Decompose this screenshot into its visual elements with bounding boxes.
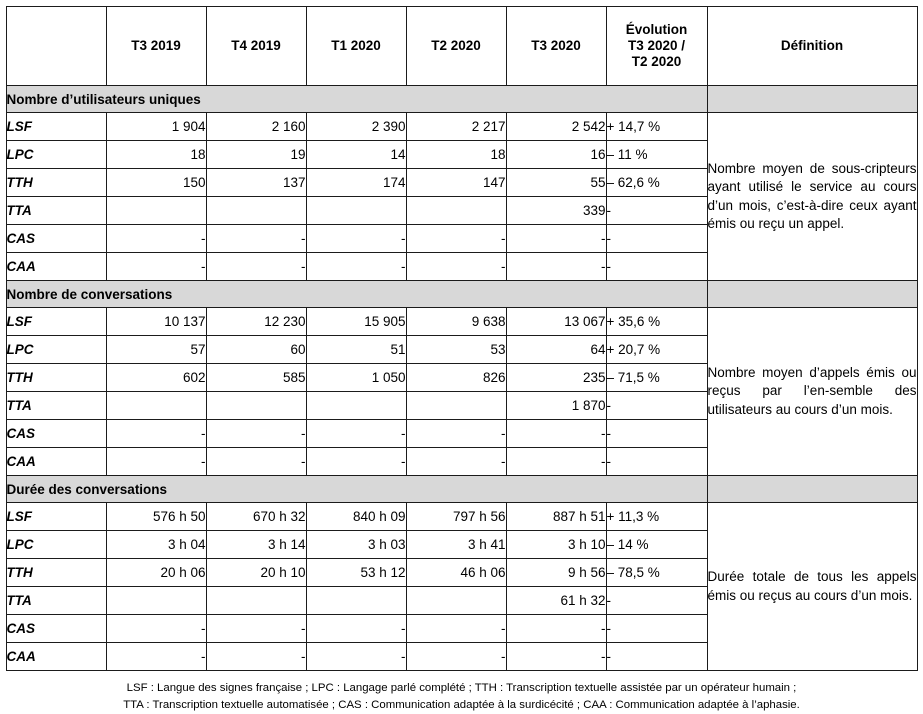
- cell-value: 53 h 12: [306, 559, 406, 587]
- cell-value: 9 638: [406, 308, 506, 336]
- table-row: [6, 113, 917, 141]
- cell-value: 3 h 03: [306, 531, 406, 559]
- cell-value: 46 h 06: [406, 559, 506, 587]
- cell-value: 1 904: [106, 113, 206, 141]
- cell-value: -: [306, 420, 406, 448]
- header-t4-2019: T4 2019: [206, 7, 306, 86]
- section-definition-spacer: [707, 476, 917, 503]
- cell-value: -: [306, 643, 406, 671]
- row-label: LPC: [6, 531, 106, 559]
- header-evolution: [606, 7, 707, 86]
- section-definition: Nombre moyen de sous-cripteurs ayant utilisé le service au cours d’un mois, c’est-à-dire ceux ayant émis ou reçu un appel.: [707, 113, 917, 281]
- row-label: LPC: [6, 141, 106, 169]
- cell-value: -: [106, 225, 206, 253]
- header-evolution-line-1: Évolution: [625, 22, 688, 38]
- cell-evolution: -: [606, 392, 707, 420]
- cell-value: [106, 392, 206, 420]
- cell-value: 602: [106, 364, 206, 392]
- cell-value: -: [506, 643, 606, 671]
- cell-value: 1 050: [306, 364, 406, 392]
- footnotes: [22, 680, 902, 714]
- cell-value: -: [106, 643, 206, 671]
- header-evolution-line-3: T2 2020: [631, 53, 682, 69]
- row-label: TTH: [6, 364, 106, 392]
- cell-value: 13 067: [506, 308, 606, 336]
- cell-value: 585: [206, 364, 306, 392]
- cell-value: -: [306, 225, 406, 253]
- cell-evolution: – 71,5 %: [606, 364, 707, 392]
- header-row: [6, 7, 917, 86]
- header-t3-2020: T3 2020: [506, 7, 606, 86]
- cell-value: [406, 587, 506, 615]
- section-definition-spacer: [707, 86, 917, 113]
- cell-evolution: -: [606, 643, 707, 671]
- cell-value: 840 h 09: [306, 503, 406, 531]
- cell-value: -: [206, 225, 306, 253]
- section-header-row: [6, 281, 917, 308]
- cell-value: -: [306, 615, 406, 643]
- cell-value: -: [406, 448, 506, 476]
- footnote-line-1: LSF : Langue des signes française ; LPC : Langage parlé complété ; TTH : Transcription textuelle assistée par un opérateur humain ;: [126, 682, 797, 694]
- row-label: CAS: [6, 615, 106, 643]
- cell-value: -: [506, 615, 606, 643]
- cell-value: -: [206, 253, 306, 281]
- cell-value: -: [106, 615, 206, 643]
- cell-value: 53: [406, 336, 506, 364]
- cell-value: 2 390: [306, 113, 406, 141]
- cell-value: [206, 587, 306, 615]
- cell-value: -: [406, 643, 506, 671]
- cell-value: -: [106, 448, 206, 476]
- cell-evolution: -: [606, 448, 707, 476]
- cell-value: 887 h 51: [506, 503, 606, 531]
- row-label: CAS: [6, 225, 106, 253]
- section-title: Durée des conversations: [6, 476, 707, 503]
- cell-value: 826: [406, 364, 506, 392]
- cell-evolution: – 78,5 %: [606, 559, 707, 587]
- header-t1-2020: T1 2020: [306, 7, 406, 86]
- cell-value: -: [506, 253, 606, 281]
- cell-value: 174: [306, 169, 406, 197]
- cell-value: 12 230: [206, 308, 306, 336]
- section-header-row: [6, 476, 917, 503]
- table-header: [6, 7, 917, 86]
- cell-evolution: -: [606, 420, 707, 448]
- header-t3-2019: T3 2019: [106, 7, 206, 86]
- row-label: TTA: [6, 392, 106, 420]
- row-label: TTH: [6, 169, 106, 197]
- statistics-table: [6, 6, 918, 671]
- cell-value: -: [206, 615, 306, 643]
- cell-value: -: [206, 420, 306, 448]
- cell-evolution: – 14 %: [606, 531, 707, 559]
- cell-value: 51: [306, 336, 406, 364]
- row-label: CAS: [6, 420, 106, 448]
- cell-value: -: [506, 448, 606, 476]
- row-label: TTA: [6, 587, 106, 615]
- header-corner: [6, 7, 106, 86]
- cell-value: 20 h 10: [206, 559, 306, 587]
- cell-evolution: + 14,7 %: [606, 113, 707, 141]
- cell-value: [306, 587, 406, 615]
- cell-evolution: -: [606, 225, 707, 253]
- row-label: LSF: [6, 503, 106, 531]
- cell-value: [406, 197, 506, 225]
- cell-value: 1 870: [506, 392, 606, 420]
- cell-value: -: [306, 448, 406, 476]
- cell-evolution: + 20,7 %: [606, 336, 707, 364]
- cell-evolution: – 62,6 %: [606, 169, 707, 197]
- cell-value: [206, 392, 306, 420]
- cell-value: 57: [106, 336, 206, 364]
- row-label: TTH: [6, 559, 106, 587]
- cell-value: 2 542: [506, 113, 606, 141]
- cell-evolution: -: [606, 615, 707, 643]
- cell-value: 3 h 10: [506, 531, 606, 559]
- cell-value: 15 905: [306, 308, 406, 336]
- cell-value: 137: [206, 169, 306, 197]
- cell-value: -: [306, 253, 406, 281]
- row-label: CAA: [6, 643, 106, 671]
- section-title: Nombre de conversations: [6, 281, 707, 308]
- header-evolution-line-2: T3 2020 /: [627, 38, 686, 54]
- cell-evolution: -: [606, 253, 707, 281]
- cell-value: [306, 197, 406, 225]
- cell-value: 235: [506, 364, 606, 392]
- cell-value: 670 h 32: [206, 503, 306, 531]
- cell-value: 339: [506, 197, 606, 225]
- cell-value: 16: [506, 141, 606, 169]
- cell-value: [206, 197, 306, 225]
- cell-value: 2 217: [406, 113, 506, 141]
- cell-value: 19: [206, 141, 306, 169]
- cell-value: -: [106, 420, 206, 448]
- header-t2-2020: T2 2020: [406, 7, 506, 86]
- cell-value: 14: [306, 141, 406, 169]
- section-title: Nombre d’utilisateurs uniques: [6, 86, 707, 113]
- cell-value: -: [506, 225, 606, 253]
- section-definition-spacer: [707, 281, 917, 308]
- cell-value: 61 h 32: [506, 587, 606, 615]
- cell-value: 18: [106, 141, 206, 169]
- cell-value: -: [406, 420, 506, 448]
- cell-evolution: -: [606, 587, 707, 615]
- cell-value: -: [406, 225, 506, 253]
- table-body: [6, 86, 917, 671]
- cell-value: [306, 392, 406, 420]
- cell-value: 55: [506, 169, 606, 197]
- cell-value: 20 h 06: [106, 559, 206, 587]
- row-label: TTA: [6, 197, 106, 225]
- cell-value: 3 h 41: [406, 531, 506, 559]
- cell-value: 3 h 14: [206, 531, 306, 559]
- cell-value: -: [406, 615, 506, 643]
- cell-evolution: -: [606, 197, 707, 225]
- cell-value: -: [206, 448, 306, 476]
- cell-value: [106, 197, 206, 225]
- section-definition: Durée totale de tous les appels émis ou reçus au cours d’un mois.: [707, 503, 917, 671]
- cell-value: 60: [206, 336, 306, 364]
- row-label: LSF: [6, 113, 106, 141]
- row-label: LSF: [6, 308, 106, 336]
- row-label: CAA: [6, 253, 106, 281]
- cell-evolution: + 11,3 %: [606, 503, 707, 531]
- cell-evolution: – 11 %: [606, 141, 707, 169]
- cell-value: -: [106, 253, 206, 281]
- cell-value: 64: [506, 336, 606, 364]
- cell-value: -: [506, 420, 606, 448]
- row-label: LPC: [6, 336, 106, 364]
- cell-value: -: [406, 253, 506, 281]
- section-header-row: [6, 86, 917, 113]
- header-definition: Définition: [707, 7, 917, 86]
- table-row: [6, 308, 917, 336]
- cell-value: 150: [106, 169, 206, 197]
- cell-value: 147: [406, 169, 506, 197]
- cell-value: [106, 587, 206, 615]
- row-label: CAA: [6, 448, 106, 476]
- cell-evolution: + 35,6 %: [606, 308, 707, 336]
- cell-value: -: [206, 643, 306, 671]
- cell-value: 3 h 04: [106, 531, 206, 559]
- cell-value: 797 h 56: [406, 503, 506, 531]
- cell-value: [406, 392, 506, 420]
- cell-value: 18: [406, 141, 506, 169]
- footnote-line-2: TTA : Transcription textuelle automatisée ; CAS : Communication adaptée à la surdicécité ; CAA : Communication adaptée à l’aphasie.: [123, 699, 800, 712]
- table-row: [6, 503, 917, 531]
- cell-value: 10 137: [106, 308, 206, 336]
- cell-value: 576 h 50: [106, 503, 206, 531]
- section-definition: Nombre moyen d’appels émis ou reçus par l’en-semble des utilisateurs au cours d’un mois.: [707, 308, 917, 476]
- cell-value: 9 h 56: [506, 559, 606, 587]
- cell-value: 2 160: [206, 113, 306, 141]
